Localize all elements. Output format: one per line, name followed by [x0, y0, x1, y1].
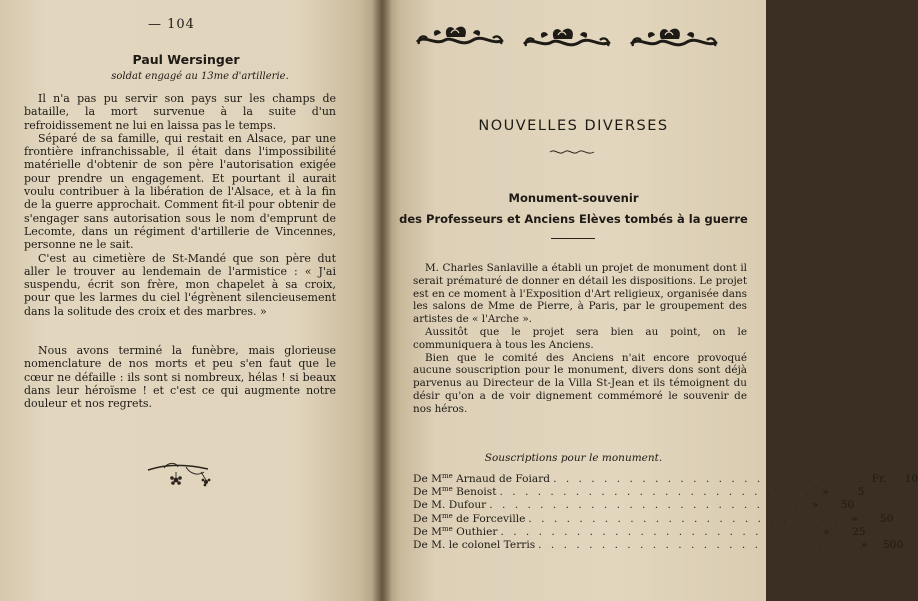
amount: 5	[857, 486, 865, 499]
donor-name: De M. le colonel Terris	[413, 538, 536, 551]
floral-flourish-icon	[146, 460, 216, 490]
leader-dots: . . . . . . . . . . . . . . . . . . . . . . . . .	[553, 473, 866, 485]
leader-dots: . . . . . . . . . . . . . . . . . . . . . . . . .	[538, 538, 851, 551]
currency-unit: »	[860, 538, 868, 551]
book-gutter	[372, 0, 392, 601]
obituary-subheading: soldat engagé au 13me d'artillerie.	[111, 71, 289, 82]
section-title: NOUVELLES DIVERSES	[478, 118, 669, 134]
subscription-row	[413, 524, 866, 538]
subscriptions-list	[413, 472, 918, 551]
amount: 50	[840, 499, 855, 512]
donor-name: De M. Dufour	[413, 499, 487, 512]
donor-name: De $M^{me}$ Arnaud de Foiard	[413, 472, 551, 485]
subscription-row	[413, 538, 904, 551]
lotus-ornament-icon	[417, 18, 737, 52]
paragraph: Il n'a pas pu servir son pays sur les champs de bataille, la mort survenue à la suite d'un refroidissement ne lui en laissa pas le temps.	[24, 92, 336, 132]
currency-unit: »	[822, 486, 829, 499]
currency-unit: »	[812, 499, 819, 512]
article-heading: Monument-souvenir	[508, 191, 639, 205]
paragraph: Aussitôt que le projet sera bien au point, on le communiquera à tous les Anciens.	[413, 325, 747, 351]
short-rule	[551, 238, 595, 239]
amount: 10	[904, 473, 918, 485]
subscription-row	[413, 472, 918, 485]
paragraph: M. Charles Sanlaville a établi un projet de monument dont il serait prématuré de donner en détail les dispositions. Le projet est en ce moment à l'Exposition d'Art religieux, organisée dans les salons de Mme de Pierre, à Paris, par le groupement des artistes de « l'Arche ».	[413, 262, 747, 326]
amount: 500	[882, 538, 904, 551]
closing-paragraph: Nous avons terminé la funèbre, mais glorieuse nomenclature de nos morts et peu s'en faut que le cœur ne défaille : ils sont si nombreux, hélas ! si beaux dans leur héroïsme ! et c'est ce qui augmente notre douleur et nos regrets.	[24, 344, 336, 411]
donor-name: De $M^{me}$ Outhier	[413, 524, 498, 538]
donor-name: De $M^{me}$ Benoist	[413, 485, 497, 499]
subscriptions-title: Souscriptions pour le monument.	[484, 452, 663, 464]
obituary-heading: Paul Wersinger	[132, 52, 240, 67]
currency-unit: »	[851, 512, 858, 525]
left-page	[0, 0, 381, 601]
donor-name: De $M^{me}$ de Forceville	[413, 511, 526, 525]
right-page	[381, 0, 918, 601]
leader-dots: . . . . . . . . . . . . . . . . . . . . . . . . .	[499, 486, 812, 499]
page-number: — 104	[148, 17, 195, 32]
leader-dots: . . . . . . . . . . . . . . . . . . . . . . . . .	[489, 499, 802, 512]
leader-dots: . . . . . . . . . . . . . . . . . . . . . . . . .	[500, 525, 813, 538]
right-body-text	[413, 262, 747, 416]
currency-unit: Fr.	[871, 473, 887, 485]
subscription-row	[413, 511, 894, 525]
amount: 50	[879, 512, 894, 525]
subscription-row	[413, 498, 855, 512]
paragraph: Séparé de sa famille, qui restait en Alsace, par une frontière infranchissable, il était dans l'impossibilité matérielle d'obtenir de son père l'autorisation exigée pour prendre un engagement. Et pourtant il aurait voulu contribuer à la libération de l'Alsace, et à la fin de la guerre approchait. Comment fit-il pour obtenir de s'engager sans autorisation sous le nom d'emprunt de Lecomte, dans un régiment d'artillerie de Vincennes, personne ne le sait.	[24, 131, 336, 252]
amount: 25	[851, 525, 866, 538]
article-subheading: des Professeurs et Anciens Elèves tombés à la guerre	[399, 212, 748, 226]
subscription-row	[413, 485, 865, 499]
leader-dots: . . . . . . . . . . . . . . . . . . . . . . . . .	[528, 512, 841, 525]
currency-unit: »	[823, 525, 830, 538]
wavy-rule-icon	[549, 148, 595, 156]
paragraph: Bien que le comité des Anciens n'ait encore provoqué aucune souscription pour le monument, divers dons sont déjà parvenus au Directeur de la Villa St-Jean et ils témoignent du désir qu'on a de voir dignement commémoré le souvenir de nos héros.	[413, 351, 747, 415]
paragraph: C'est au cimetière de St-Mandé que son père dut aller le trouver au lendemain de l'armistice : « J'ai suspendu, écrit son frère, mon chapelet à sa croix, pour que les larmes du ciel l'égrènent silencieusement dans la solitude des croix et des marbres. »	[24, 251, 336, 318]
left-body-text	[24, 92, 336, 411]
